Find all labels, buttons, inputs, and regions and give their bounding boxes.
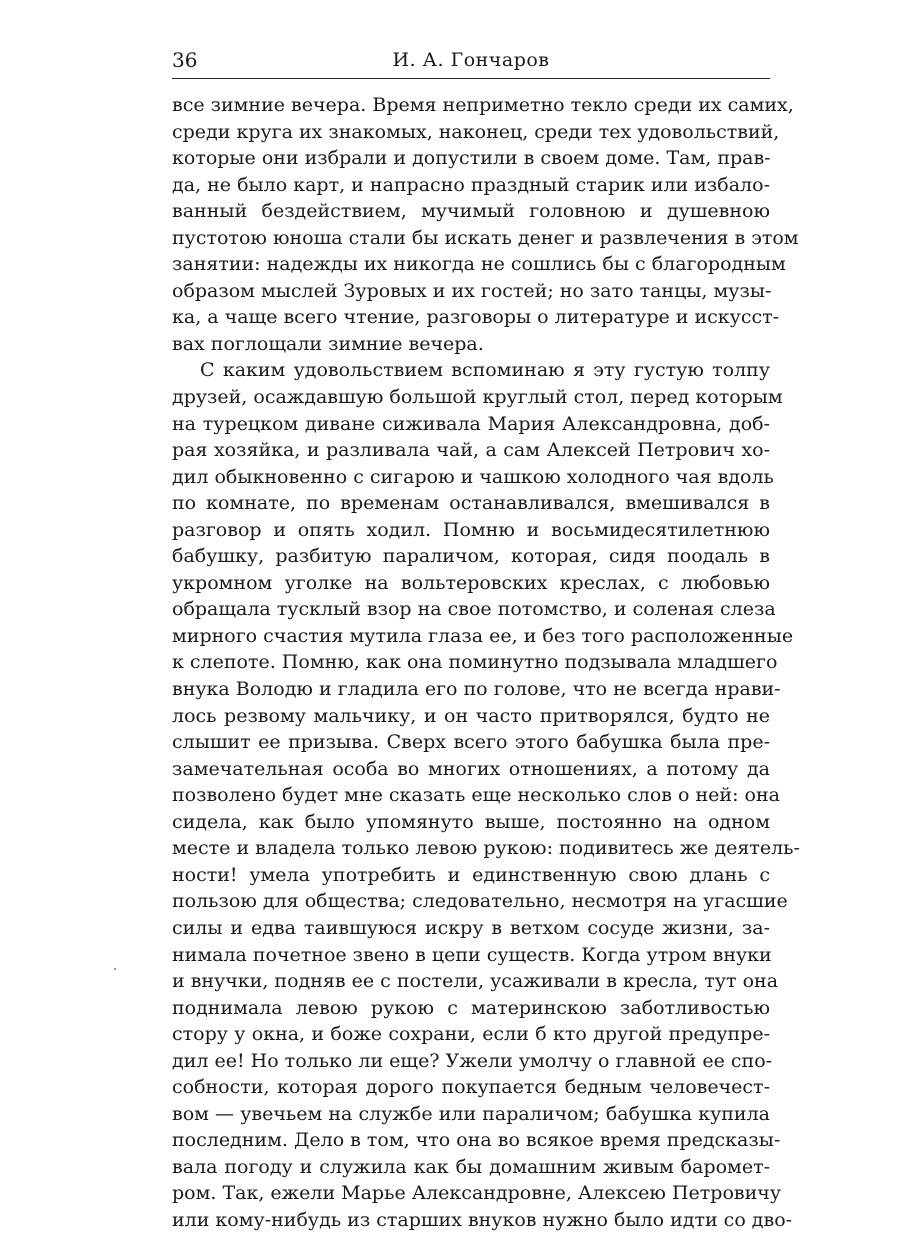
text-line: среди круга их знакомых, наконец, среди тех удовольствий,	[172, 120, 780, 143]
text-line: образом мыслей Зуровых и их гостей; но зато танцы, музы-	[172, 279, 772, 302]
author-title: И. А. Гончаров	[392, 49, 550, 71]
text-line: вах поглощали зимние вечера.	[172, 332, 484, 355]
text-line: собности, которая дорого покупается бедным человечест-	[172, 1076, 770, 1099]
text-line: рая хозяйка, и разливала чай, а сам Алексей Петрович хо-	[172, 439, 770, 462]
text-line: поднимала левою рукою с материнскою заботливостью	[172, 996, 770, 1019]
text-line: лось резвому мальчику, и он часто притворялся, будто не	[172, 704, 770, 727]
text-line: слышит ее призыва. Сверх всего этого бабушка была пре-	[172, 731, 770, 754]
scan-speck	[114, 968, 116, 970]
text-line: пустотою юноша стали бы искать денег и развлечения в этом	[172, 226, 799, 249]
page-number: 36	[172, 48, 198, 72]
text-line: вала погоду и служила как бы домашним живым баромет-	[172, 1155, 770, 1178]
text-line: на турецком диване сиживала Мария Александровна, доб-	[172, 412, 770, 435]
text-line: бабушку, разбитую параличом, которая, сидя поодаль в	[172, 545, 770, 568]
text-line: по комнате, по временам останавливался, вмешивался в	[172, 492, 770, 515]
text-line: все зимние вечера. Время неприметно текло среди их самих,	[172, 94, 794, 116]
header-rule	[172, 78, 770, 79]
text-line: к слепоте. Помню, как она поминутно подзывала младшего	[172, 651, 778, 674]
text-line: стору у окна, и боже сохрани, если б кто другой предупре-	[172, 1023, 770, 1046]
text-line: пользою для общества; следовательно, несмотря на угасшие	[172, 890, 788, 913]
text-line: сидела, как было упомянуто выше, постоянно на одном	[172, 810, 770, 833]
text-line: вом — увечьем на службе или параличом; бабушка купила	[172, 1102, 770, 1125]
text-line: внука Володю и гладила его по голове, что не всегда нрави-	[172, 678, 781, 701]
text-line: или кому-нибудь из старших внуков нужно было идти со дво-	[172, 1208, 793, 1231]
text-line: друзей, осаждавшую большой круглый стол, перед которым	[172, 386, 783, 409]
paragraph	[172, 357, 800, 1233]
text-line: которые они избрали и допустили в своем доме. Там, прав-	[172, 147, 771, 170]
text-line: силы и едва таившуюся искру в ветхом сосуде жизни, за-	[172, 916, 770, 939]
text-line: дил обыкновенно с сигарою и чашкою холодного чая вдоль	[172, 465, 774, 488]
text-line: ка, а чаще всего чтение, разговоры о литературе и искусст-	[172, 306, 780, 329]
text-line: замечательная особа во многих отношениях, а потому да	[172, 757, 770, 780]
text-line: ности! умела употребить и единственную свою длань с	[172, 863, 770, 886]
text-line: да, не было карт, и напрасно праздный старик или избало-	[172, 173, 770, 196]
running-head	[172, 44, 770, 78]
text-line: последним. Дело в том, что она во всякое время предсказы-	[172, 1129, 781, 1152]
text-line: занятии: надежды их никогда не сошлись бы с благородным	[172, 253, 786, 276]
body-text	[172, 92, 800, 1234]
text-line: позволено будет мне сказать еще несколько слов о ней: она	[172, 784, 780, 807]
text-line: месте и владела только левою рукою: подивитесь же деятель-	[172, 837, 800, 860]
text-line: дил ее! Но только ли еще? Ужели умолчу о главной ее спо-	[172, 1049, 773, 1072]
text-line: ванный бездействием, мучимый головною и душевною	[172, 200, 770, 223]
text-line: ром. Так, ежели Марье Александровне, Алексею Петровичу	[172, 1182, 781, 1205]
text-line: укромном уголке на вольтеровских креслах, с любовью	[172, 571, 770, 594]
text-line: мирного счастия мутила глаза ее, и без того расположенные	[172, 624, 794, 647]
text-line: обращала тусклый взор на свое потомство, и соленая слеза	[172, 598, 776, 621]
text-line: и внучки, подняв ее с постели, усаживали в кресла, тут она	[172, 970, 779, 993]
text-line: С каким удовольствием вспоминаю я эту густую толпу	[200, 359, 770, 382]
text-line: разговор и опять ходил. Помню и восьмидесятилетнюю	[172, 518, 770, 541]
paragraph	[172, 92, 799, 357]
text-line: нимала почетное звено в цепи существ. Когда утром внуки	[172, 943, 772, 966]
